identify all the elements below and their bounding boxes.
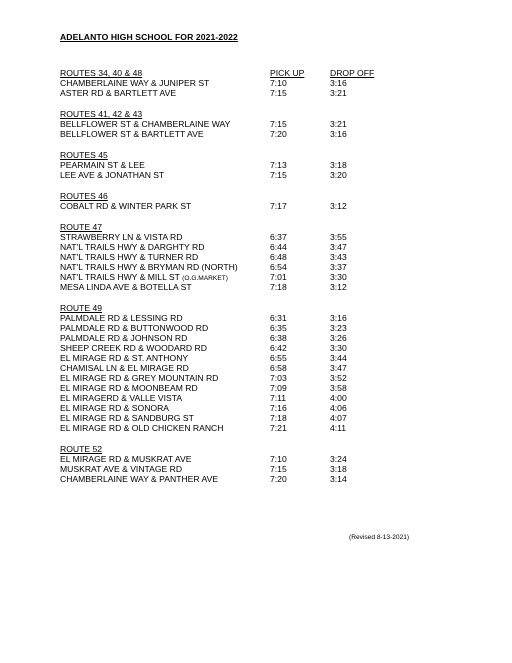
drop-off-time: 3:44: [330, 353, 347, 363]
pick-up-time: 6:58: [270, 363, 287, 373]
pick-up-header: PICK UP: [270, 68, 305, 78]
stop-row: [60, 373, 440, 383]
stop-row: [60, 262, 440, 272]
drop-off-time: 3:37: [330, 262, 347, 272]
drop-off-time: 3:18: [330, 160, 347, 170]
stop-name: [60, 474, 218, 484]
pick-up-time: 7:16: [270, 403, 287, 413]
pick-up-time: 7:10: [270, 454, 287, 464]
pick-up-time: 7:11: [270, 393, 287, 403]
route-group-title: ROUTES 41, 42 & 43: [60, 109, 143, 119]
stop-name: [60, 242, 204, 252]
stop-name-text: ASTER RD & BARTLETT AVE: [60, 88, 177, 98]
stop-name-text: PEARMAIN ST & LEE: [60, 160, 145, 170]
stop-name: [60, 78, 209, 88]
stop-row: [60, 413, 440, 423]
stop-name: [60, 373, 218, 383]
drop-off-time: 4:11: [330, 423, 347, 433]
stop-name-text: CHAMISAL LN & EL MIRAGE RD: [60, 363, 189, 373]
stop-name: [60, 129, 204, 139]
drop-off-time: 3:30: [330, 343, 347, 353]
drop-off-header: DROP OFF: [330, 68, 375, 78]
stop-row: [60, 323, 440, 333]
stop-row: [60, 272, 440, 282]
pick-up-time: 7:03: [270, 373, 287, 383]
stop-name-text: STRAWBERRY LN & VISTA RD: [60, 232, 183, 242]
stop-name: [60, 313, 183, 323]
route-group: [60, 222, 440, 292]
drop-off-time: 3:52: [330, 373, 347, 383]
drop-off-time: 3:43: [330, 252, 347, 262]
stop-name-text: CHAMBERLAINE WAY & JUNIPER ST: [60, 78, 210, 88]
stop-name-text: CHAMBERLAINE WAY & PANTHER AVE: [60, 474, 219, 484]
stop-name: [60, 333, 187, 343]
drop-off-time: 4:06: [330, 403, 347, 413]
drop-off-time: 3:16: [330, 313, 347, 323]
pick-up-time: 6:42: [270, 343, 287, 353]
pick-up-time: 7:15: [270, 88, 287, 98]
drop-off-time: 3:47: [330, 242, 347, 252]
stop-name: [60, 160, 145, 170]
stop-row: [60, 383, 440, 393]
stop-name-text: EL MIRAGE RD & GREY MOUNTAIN RD: [60, 373, 219, 383]
stop-name: [60, 383, 198, 393]
drop-off-time: 3:12: [330, 282, 347, 292]
stop-name: [60, 201, 191, 211]
drop-off-time: 3:55: [330, 232, 347, 242]
stop-row: [60, 343, 440, 353]
stop-row: [60, 232, 440, 242]
stop-row: [60, 423, 440, 433]
stop-row: [60, 78, 440, 88]
pick-up-time: 7:21: [270, 423, 287, 433]
revision-note: (Revised 8-13-2021): [349, 534, 410, 541]
stop-name-text: MUSKRAT AVE & VINTAGE RD: [60, 464, 183, 474]
stop-row: [60, 282, 440, 292]
route-group: [60, 150, 440, 180]
stop-row: [60, 464, 440, 474]
stop-name-text: EL MIRAGERD & VALLE VISTA: [60, 393, 183, 403]
stop-name: [60, 119, 230, 129]
stop-name: [60, 353, 188, 363]
stop-name-text: PALMDALE RD & LESSING RD: [60, 313, 183, 323]
pick-up-time: 7:20: [270, 129, 287, 139]
stop-name-text: MESA LINDA AVE & BOTELLA ST: [60, 282, 192, 292]
drop-off-time: 3:20: [330, 170, 347, 180]
stop-name-text: COBALT RD & WINTER PARK ST: [60, 201, 192, 211]
pick-up-time: 7:09: [270, 383, 287, 393]
stop-name-text: BELLFLOWER ST & BARTLETT AVE: [60, 129, 204, 139]
stop-row: [60, 88, 440, 98]
drop-off-time: 3:21: [330, 88, 347, 98]
stop-name-text: EL MIRAGE RD & SONORA: [60, 403, 170, 413]
stop-note: (O.G.MARKET): [182, 275, 228, 282]
drop-off-time: 3:58: [330, 383, 347, 393]
pick-up-time: 6:55: [270, 353, 287, 363]
route-group: [60, 109, 440, 139]
stop-row: [60, 474, 440, 484]
stop-name: [60, 343, 207, 353]
stop-name-text: NAT'L TRAILS HWY & TURNER RD: [60, 252, 199, 262]
stop-row: [60, 252, 440, 262]
route-group-title: ROUTE 52: [60, 444, 103, 454]
route-group-title: ROUTES 46: [60, 191, 108, 201]
stop-name-text: NAT'L TRAILS HWY & MILL ST: [60, 272, 180, 282]
drop-off-time: 3:47: [330, 363, 347, 373]
stop-name-text: EL MIRAGE RD & MOONBEAM RD: [60, 383, 198, 393]
route-group: [60, 78, 440, 98]
stop-row: [60, 201, 440, 211]
stop-name-text: PALMDALE RD & BUTTONWOOD RD: [60, 323, 209, 333]
pick-up-time: 7:15: [270, 119, 287, 129]
route-group-title: ROUTE 49: [60, 303, 103, 313]
drop-off-time: 3:12: [330, 201, 347, 211]
pick-up-time: 6:44: [270, 242, 287, 252]
pick-up-time: 6:35: [270, 323, 287, 333]
stop-name-text: SHEEP CREEK RD & WOODARD RD: [60, 343, 207, 353]
route-group: [60, 303, 440, 433]
drop-off-time: 3:24: [330, 454, 347, 464]
stop-row: [60, 454, 440, 464]
route-group-title: ROUTES 45: [60, 150, 108, 160]
pick-up-time: 7:01: [270, 272, 287, 282]
stop-name-text: NAT'L TRAILS HWY & DARGHTY RD: [60, 242, 205, 252]
stop-name: [60, 282, 192, 292]
pick-up-time: 6:54: [270, 262, 287, 272]
drop-off-time: 3:16: [330, 78, 347, 88]
stop-row: [60, 403, 440, 413]
pick-up-time: 7:20: [270, 474, 287, 484]
drop-off-time: 3:30: [330, 272, 347, 282]
stop-name: [60, 454, 191, 464]
pick-up-time: 7:15: [270, 170, 287, 180]
stop-name: [60, 393, 182, 403]
column-header-row: [60, 68, 420, 78]
pick-up-time: 7:10: [270, 78, 287, 88]
stop-name: [60, 88, 176, 98]
stop-row: [60, 170, 440, 180]
stop-name: [60, 413, 194, 423]
stop-name: [60, 323, 208, 333]
stop-name-text: EL MIRAGE RD & OLD CHICKEN RANCH: [60, 423, 224, 433]
pick-up-time: 7:15: [270, 464, 287, 474]
stop-row: [60, 353, 440, 363]
route-group: [60, 444, 440, 484]
pick-up-time: 7:18: [270, 282, 287, 292]
stop-name-text: EL MIRAGE RD & MUSKRAT AVE: [60, 454, 192, 464]
drop-off-time: 3:26: [330, 333, 347, 343]
stop-row: [60, 160, 440, 170]
stop-name: [60, 363, 189, 373]
drop-off-time: 3:23: [330, 323, 347, 333]
pick-up-time: 6:37: [270, 232, 287, 242]
stop-row: [60, 393, 440, 403]
stop-name: [60, 403, 169, 413]
stop-row: [60, 242, 440, 252]
drop-off-time: 3:18: [330, 464, 347, 474]
pick-up-time: 7:17: [270, 201, 287, 211]
stop-name-text: BELLFLOWER ST & CHAMBERLAINE WAY: [60, 119, 231, 129]
stop-name-text: EL MIRAGE RD & SANDBURG ST: [60, 413, 194, 423]
first-group-title: ROUTES 34, 40 & 48: [60, 68, 143, 78]
route-group-title: ROUTE 47: [60, 222, 103, 232]
stop-name: [60, 170, 164, 180]
stop-row: [60, 363, 440, 373]
stop-name: [60, 262, 238, 272]
stop-name: [60, 464, 182, 474]
pick-up-time: 6:48: [270, 252, 287, 262]
stop-name-text: LEE AVE & JONATHAN ST: [60, 170, 165, 180]
stop-row: [60, 119, 440, 129]
drop-off-time: 3:21: [330, 119, 347, 129]
drop-off-time: 3:16: [330, 129, 347, 139]
stop-name: [60, 423, 223, 433]
stop-name: [60, 252, 198, 262]
stop-row: [60, 313, 440, 323]
stop-row: [60, 129, 440, 139]
route-group: [60, 191, 440, 211]
route-groups: [60, 78, 440, 495]
stop-name: [60, 232, 182, 242]
pick-up-time: 7:18: [270, 413, 287, 423]
stop-name-text: EL MIRAGE RD & ST. ANTHONY: [60, 353, 189, 363]
pick-up-time: 6:31: [270, 313, 287, 323]
drop-off-time: 4:07: [330, 413, 347, 423]
stop-row: [60, 333, 440, 343]
pick-up-time: 7:13: [270, 160, 287, 170]
stop-name-text: PALMDALE RD & JOHNSON RD: [60, 333, 188, 343]
stop-name-text: NAT'L TRAILS HWY & BRYMAN RD (NORTH): [60, 262, 238, 272]
drop-off-time: 4:00: [330, 393, 347, 403]
pick-up-time: 6:38: [270, 333, 287, 343]
drop-off-time: 3:14: [330, 474, 347, 484]
document-title: ADELANTO HIGH SCHOOL FOR 2021-2022: [60, 32, 238, 42]
